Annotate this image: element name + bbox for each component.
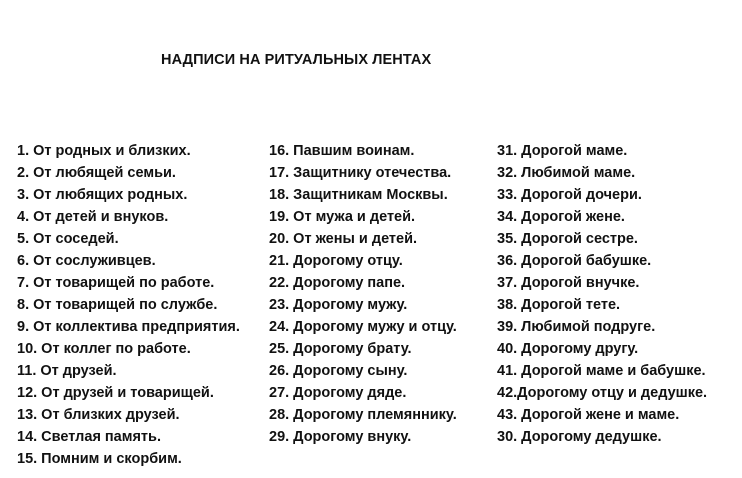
list-item: 19. От мужа и детей.	[269, 209, 416, 225]
list-item: 27. Дорогому дяде.	[269, 385, 407, 401]
list-item: 9. От коллектива предприятия.	[17, 319, 240, 335]
list-item: 31. Дорогой маме.	[497, 143, 628, 159]
list-item: 1. От родных и близких.	[17, 143, 191, 159]
list-item: 34. Дорогой жене.	[497, 209, 625, 225]
list-item: 30. Дорогому дедушке.	[497, 429, 662, 445]
list-item: 43. Дорогой жене и маме.	[497, 407, 680, 423]
list-item: 26. Дорогому сыну.	[269, 363, 408, 379]
list-item: 10. От коллег по работе.	[17, 341, 191, 357]
document-title: НАДПИСИ НА РИТУАЛЬНЫХ ЛЕНТАХ	[161, 52, 432, 68]
list-item: 39. Любимой подруге.	[497, 319, 656, 335]
list-item: 5. От соседей.	[17, 231, 119, 247]
inscriptions-column-3	[497, 140, 707, 448]
inscriptions-column-1	[17, 140, 240, 470]
list-item: 4. От детей и внуков.	[17, 209, 169, 225]
list-item: 7. От товарищей по работе.	[17, 275, 215, 291]
list-item: 11. От друзей.	[17, 363, 117, 379]
list-item: 35. Дорогой сестре.	[497, 231, 638, 247]
list-item: 22. Дорогому папе.	[269, 275, 406, 291]
list-item: 23. Дорогому мужу.	[269, 297, 408, 313]
list-item: 40. Дорогому другу.	[497, 341, 639, 357]
list-item: 15. Помним и скорбим.	[17, 451, 182, 467]
list-item: 12. От друзей и товарищей.	[17, 385, 214, 401]
list-item: 8. От товарищей по службе.	[17, 297, 218, 313]
list-item: 6. От сослуживцев.	[17, 253, 156, 269]
inscriptions-column-2	[269, 140, 457, 448]
list-item: 28. Дорогому племяннику.	[269, 407, 457, 423]
list-item: 17. Защитнику отечества.	[269, 165, 452, 181]
list-item: 13. От близких друзей.	[17, 407, 180, 423]
list-item: 42.Дорогому отцу и дедушке.	[497, 385, 708, 401]
list-item: 21. Дорогому отцу.	[269, 253, 403, 269]
list-item: 33. Дорогой дочери.	[497, 187, 642, 203]
list-item: 20. От жены и детей.	[269, 231, 418, 247]
list-item: 32. Любимой маме.	[497, 165, 636, 181]
list-item: 36. Дорогой бабушке.	[497, 253, 652, 269]
list-item: 16. Павшим воинам.	[269, 143, 415, 159]
list-item: 29. Дорогому внуку.	[269, 429, 412, 445]
list-item: 41. Дорогой маме и бабушке.	[497, 363, 706, 379]
list-item: 18. Защитникам Москвы.	[269, 187, 448, 203]
list-item: 37. Дорогой внучке.	[497, 275, 640, 291]
list-item: 3. От любящих родных.	[17, 187, 188, 203]
list-item: 38. Дорогой тете.	[497, 297, 621, 313]
list-item: 24. Дорогому мужу и отцу.	[269, 319, 457, 335]
list-item: 14. Светлая память.	[17, 429, 161, 445]
list-item: 25. Дорогому брату.	[269, 341, 412, 357]
list-item: 2. От любящей семьи.	[17, 165, 176, 181]
